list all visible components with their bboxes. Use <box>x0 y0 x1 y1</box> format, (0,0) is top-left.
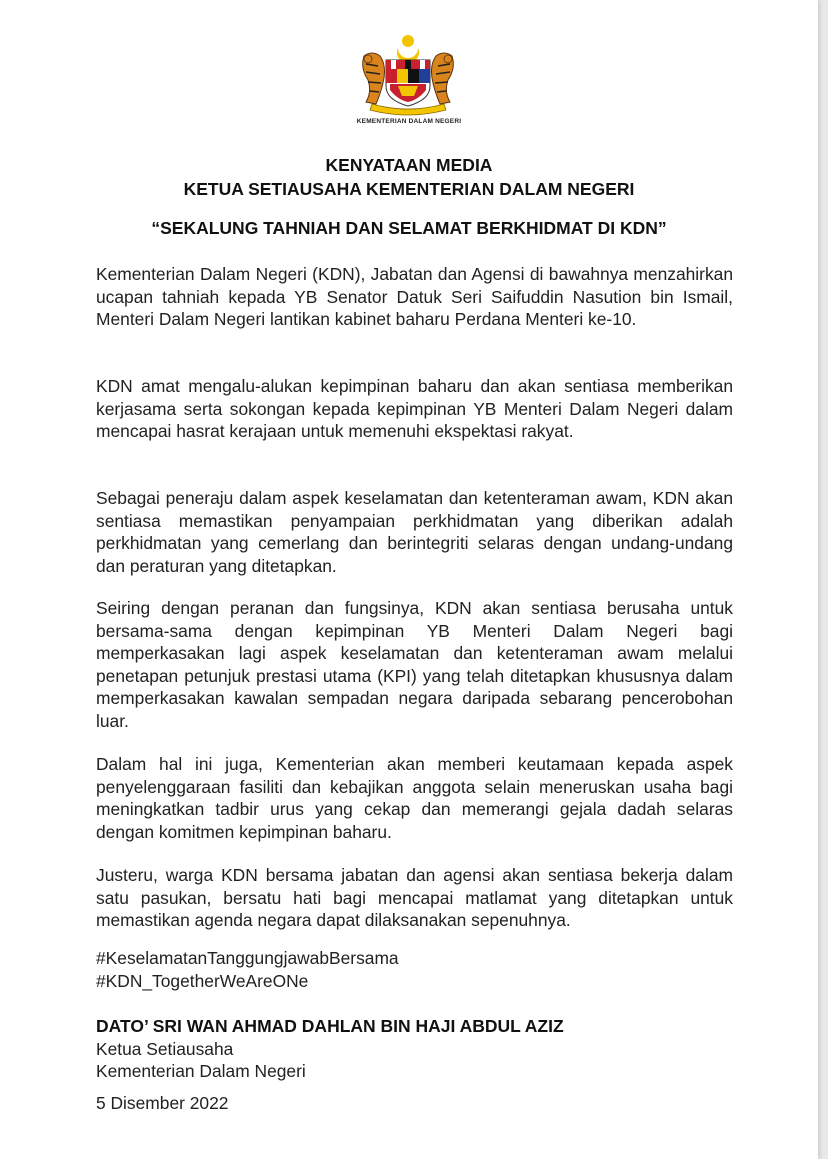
hashtag: #KDN_TogetherWeAreONe <box>96 971 309 991</box>
signatory-position: Ketua Setiausaha <box>96 1039 234 1059</box>
heading-secretary-general: KETUA SETIAUSAHA KEMENTERIAN DALAM NEGERI <box>183 179 635 199</box>
body-paragraph: Seiring dengan peranan dan fungsinya, KDN akan sentiasa berusaha untuk bersama-sama dengan kepimpinan YB Menteri Dalam Negeri bagi memperkasakan lagi aspek keselamatan dan ketenteraman awam melalui penetapan petunjuk prestasi utama (KPI) yang telah ditetapkan khususnya dalam memperkasakan kawalan sempadan negara daripada sebarang pencerobohan luar. <box>96 598 733 731</box>
signatory-organization: Kementerian Dalam Negeri <box>96 1061 306 1081</box>
body-paragraph: Kementerian Dalam Negeri (KDN), Jabatan dan Agensi di bawahnya menzahirkan ucapan tahniah kepada YB Senator Datuk Seri Saifuddin Nasution bin Ismail, Menteri Dalam Negeri lantikan kabinet baharu Perdana Menteri ke-10. <box>96 264 733 330</box>
svg-text:· · · · · · ·: · · · · · · · <box>400 107 416 112</box>
statement-title: “SEKALUNG TAHNIAH DAN SELAMAT BERKHIDMAT DI KDN” <box>151 218 667 238</box>
body-paragraph: Justeru, warga KDN bersama jabatan dan agensi akan sentiasa bekerja dalam satu pasukan, bersatu hati bagi mencapai matlamat yang ditetapkan untuk memastikan agenda negara dapat dilaksanakan sepenuhnya. <box>96 865 733 931</box>
hashtag: #KeselamatanTanggungjawabBersama <box>96 948 399 968</box>
body-paragraph: KDN amat mengalu-alukan kepimpinan baharu dan akan sentiasa memberikan kerjasama serta sokongan kepada kepimpinan YB Menteri Dalam Negeri dalam mencapai hasrat kerajaan untuk memenuhi ekspektasi rakyat. <box>96 376 733 442</box>
body-paragraph: Sebagai peneraju dalam aspek keselamatan dan ketenteraman awam, KDN akan sentiasa memastikan penyampaian perkhidmatan yang diberikan adalah perkhidmatan yang cemerlang dan berintegriti selaras dengan undang-undang dan peraturan yang ditetapkan. <box>96 488 733 576</box>
malaysia-coat-of-arms-icon <box>354 34 462 116</box>
body-paragraph: Dalam hal ini juga, Kementerian akan memberi keutamaan kepada aspek penyelenggaraan fasiliti dan kebajikan anggota selain meneruskan usaha bagi meningkatkan tadbir urus yang cekap dan memerangi gejala dadah selaras dengan komitmen kepimpinan baharu. <box>96 754 733 842</box>
statement-date: 5 Disember 2022 <box>96 1093 229 1113</box>
ministry-caption: KEMENTERIAN DALAM NEGERI <box>356 118 462 125</box>
signatory-name: DATO’ SRI WAN AHMAD DAHLAN BIN HAJI ABDUL AZIZ <box>96 1016 564 1036</box>
heading-media-statement: KENYATAAN MEDIA <box>325 155 493 175</box>
